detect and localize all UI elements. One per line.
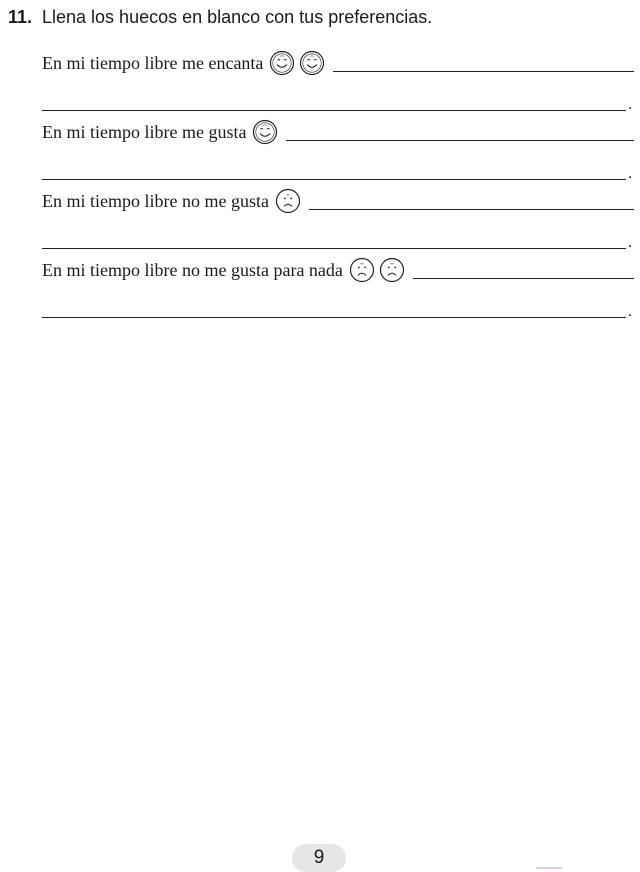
item-first-line <box>42 251 634 285</box>
item-prompt: En mi tiempo libre me gusta <box>42 122 247 142</box>
smiley-face-icon <box>299 50 325 76</box>
line-end-period: . <box>628 303 632 320</box>
line-end-period: . <box>628 234 632 251</box>
corner-mark <box>536 867 562 869</box>
item-first-line <box>42 113 634 147</box>
exercise-number: 11. <box>8 7 33 27</box>
item-prompt: En mi tiempo libre no me gusta para nada <box>42 260 343 280</box>
answer-blank-full[interactable] <box>42 179 626 180</box>
item-faces <box>349 257 405 285</box>
item-faces <box>252 119 278 147</box>
exercise-header <box>8 4 636 30</box>
item-second-line <box>42 285 634 320</box>
item-faces <box>275 188 301 216</box>
exercise-11 <box>8 4 636 30</box>
answer-blank-full[interactable] <box>42 317 626 318</box>
item-prompt: En mi tiempo libre me encanta <box>42 53 264 73</box>
fill-in-item <box>42 182 634 251</box>
item-first-line <box>42 44 634 78</box>
smiley-face-icon <box>269 50 295 76</box>
sad-face-icon <box>349 257 375 283</box>
fill-in-items <box>42 44 634 320</box>
sad-face-icon <box>275 188 301 214</box>
item-faces <box>269 50 325 78</box>
fill-in-item <box>42 251 634 320</box>
item-first-line <box>42 182 634 216</box>
answer-blank-inline[interactable] <box>309 208 634 210</box>
exercise-instruction: Llena los huecos en blanco con tus preferencias. <box>42 7 433 27</box>
answer-blank-inline[interactable] <box>286 139 634 141</box>
line-end-period: . <box>628 96 632 113</box>
item-prompt: En mi tiempo libre no me gusta <box>42 191 269 211</box>
fill-in-item <box>42 44 634 113</box>
item-second-line <box>42 78 634 113</box>
answer-blank-inline[interactable] <box>413 277 634 279</box>
item-second-line <box>42 147 634 182</box>
fill-in-item <box>42 113 634 182</box>
line-end-period: . <box>628 165 632 182</box>
sad-face-icon <box>379 257 405 283</box>
answer-blank-full[interactable] <box>42 248 626 249</box>
smiley-face-icon <box>252 119 278 145</box>
item-second-line <box>42 216 634 251</box>
answer-blank-full[interactable] <box>42 110 626 111</box>
page-number: 9 <box>292 844 346 872</box>
answer-blank-inline[interactable] <box>333 70 634 72</box>
